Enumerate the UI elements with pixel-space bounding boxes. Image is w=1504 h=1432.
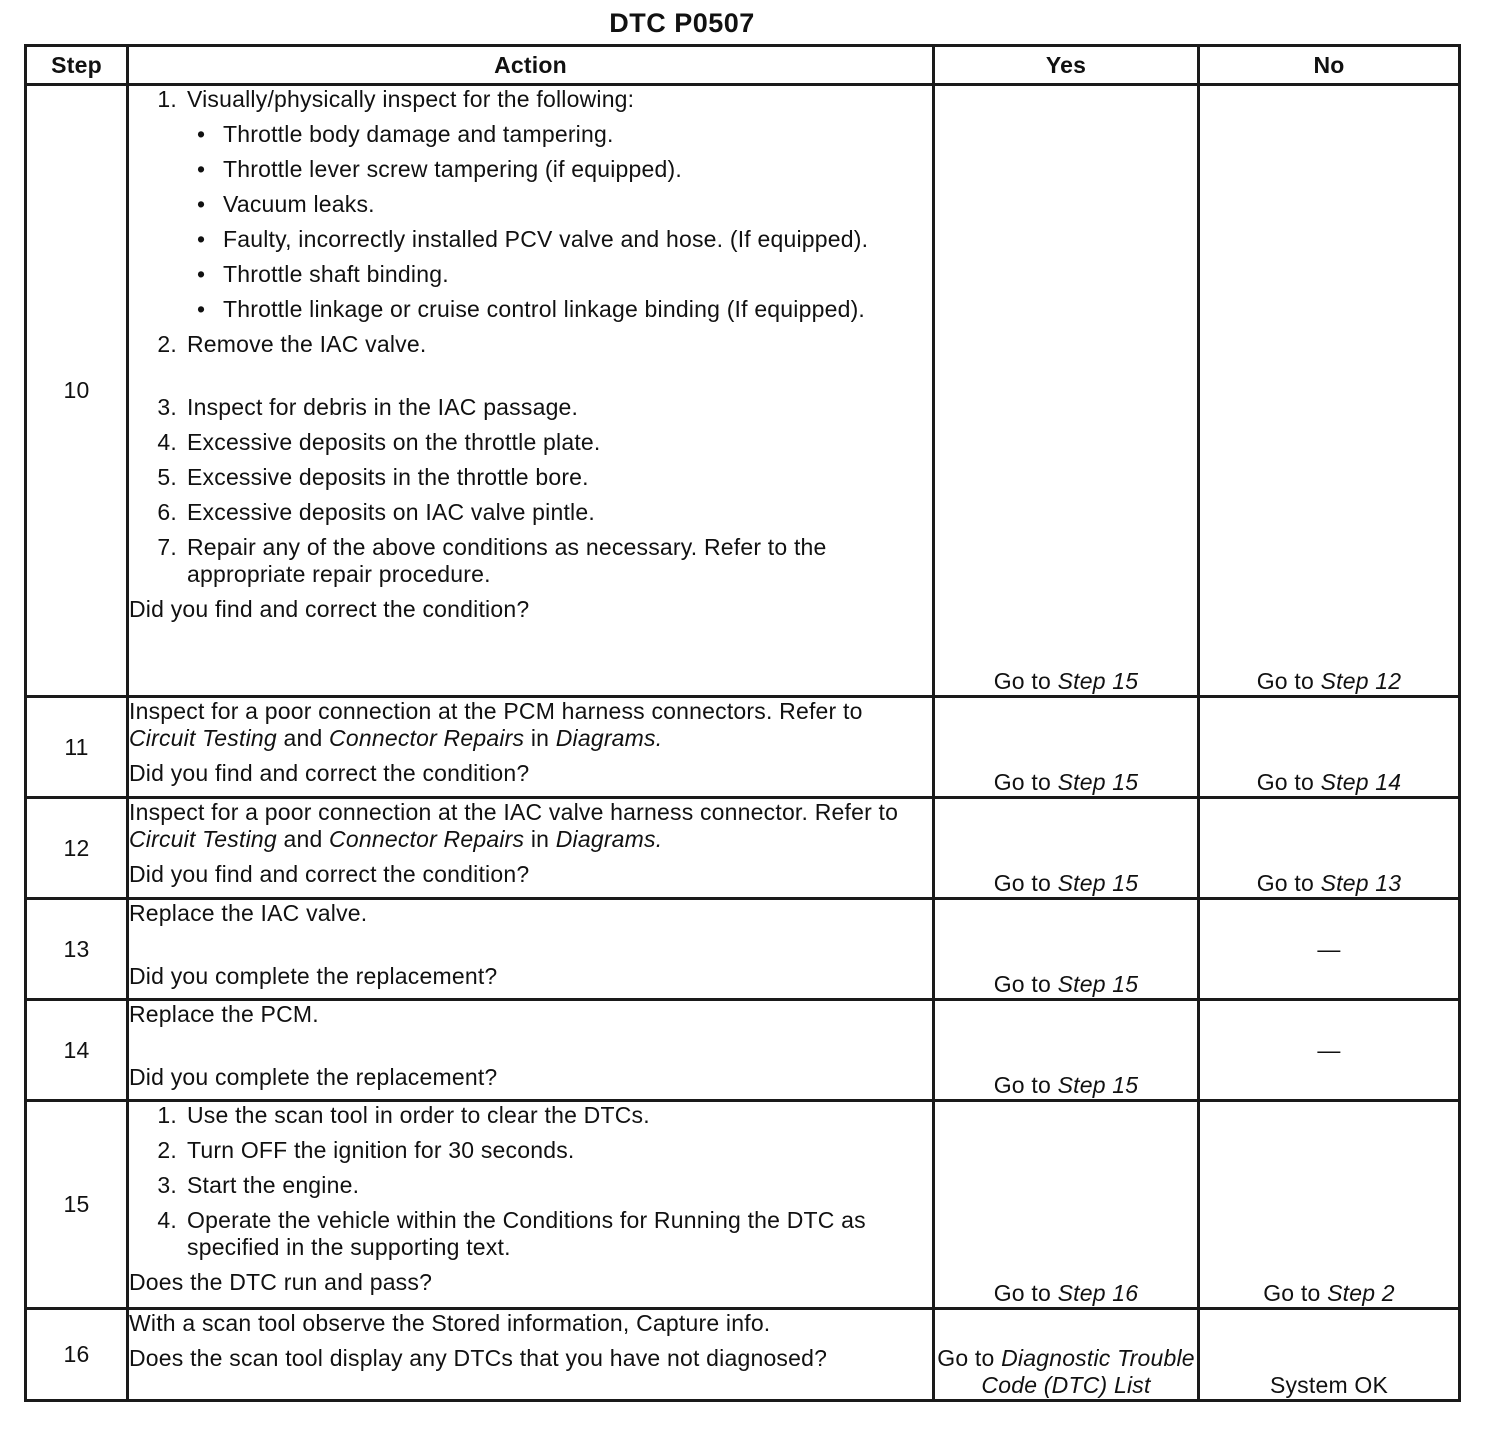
yes-step-link[interactable]: Step 16 [1057,1280,1139,1306]
table-row [26,899,1460,1000]
go-to-label: Go to [1256,870,1314,896]
no-cell [1199,697,1460,798]
yes-cell [934,899,1199,1000]
list-item [129,394,932,421]
action-text [129,799,932,853]
item-text: Repair any of the above conditions as necessary. Refer to the appropriate repair procedure. [187,534,827,587]
reference-link[interactable]: Connector Repairs [329,725,525,751]
reference-link[interactable]: Circuit Testing [129,826,277,852]
header-step: Step [26,46,128,85]
bullet-item: • Faulty, incorrectly installed PCV valve and hose. (If equipped). [187,226,932,253]
bullet-item: • Throttle lever screw tampering (if equipped). [187,156,932,183]
bullet-item: • Throttle body damage and tampering. [187,121,932,148]
table-row [26,1101,1460,1309]
yes-cell [934,1309,1199,1401]
step-number: 16 [26,1309,128,1401]
go-to-label: Go to [993,870,1051,896]
table-row [26,1309,1460,1401]
yes-cell [934,697,1199,798]
go-to-label: Go to [993,1280,1051,1306]
no-step-link[interactable]: Step 14 [1320,769,1402,795]
item-number: 3. [157,394,177,420]
action-cell [128,899,934,1000]
go-to-label: Go to [1256,668,1314,694]
item-text: Remove the IAC valve. [187,331,427,357]
yes-reference-link[interactable]: Diagnostic Trouble Code (DTC) List [981,1345,1195,1398]
no-cell [1199,1000,1460,1101]
question: Did you complete the replacement? [129,1064,498,1090]
step-number: 12 [26,798,128,899]
go-to-label: Go to [937,1345,995,1371]
item-text: Excessive deposits on the throttle plate. [187,429,601,455]
table-row [26,1000,1460,1101]
list-item [129,464,932,491]
yes-cell [934,1101,1199,1309]
bullet-item: • Throttle linkage or cruise control linkage binding (If equipped). [187,296,932,323]
header-yes: Yes [934,46,1199,85]
item-text: Start the engine. [187,1172,360,1198]
item-number: 2. [157,331,177,357]
action-list [129,1102,932,1261]
yes-cell [934,85,1199,697]
question: Did you find and correct the condition? [129,861,530,887]
list-item [129,429,932,456]
item-text: Excessive deposits on IAC valve pintle. [187,499,595,525]
list-item [129,86,932,323]
yes-step-link[interactable]: Step 15 [1057,971,1139,997]
list-item [129,1207,932,1261]
action-cell [128,1101,934,1309]
header-row [26,46,1460,85]
question: Did you find and correct the condition? [129,760,530,786]
yes-cell [934,1000,1199,1101]
action-cell [128,798,934,899]
step-number: 13 [26,899,128,1000]
action-list [129,86,932,588]
header-action: Action [128,46,934,85]
action-text: Replace the PCM. [129,1001,319,1027]
no-cell [1199,798,1460,899]
bullet-item: • Vacuum leaks. [187,191,932,218]
table-row [26,798,1460,899]
action-sentence: Inspect for a poor connection at the IAC valve harness connector. Refer to [129,799,899,825]
question: Does the scan tool display any DTCs that you have not diagnosed? [129,1345,828,1371]
go-to-label: Go to [993,971,1051,997]
yes-step-link[interactable]: Step 15 [1057,1072,1139,1098]
no-cell [1199,1101,1460,1309]
go-to-label: Go to [993,769,1051,795]
list-item [129,331,932,358]
action-text: Replace the IAC valve. [129,900,368,926]
go-to-label: Go to [1263,1280,1321,1306]
item-number: 1. [157,1102,177,1128]
list-item [129,1172,932,1199]
item-text: Turn OFF the ignition for 30 seconds. [187,1137,575,1163]
question: Does the DTC run and pass? [129,1269,433,1295]
reference-link[interactable]: Diagrams. [555,725,663,751]
no-cell [1199,85,1460,697]
diagnostic-table [24,44,1461,1402]
item-text: Inspect for debris in the IAC passage. [187,394,579,420]
item-text: Use the scan tool in order to clear the DTCs. [187,1102,650,1128]
preposition: in [530,725,550,751]
yes-step-link[interactable]: Step 15 [1057,870,1139,896]
conjunction: and [283,826,323,852]
table-row [26,85,1460,697]
reference-link[interactable]: Diagrams. [555,826,663,852]
no-step-link[interactable]: Step 12 [1320,668,1402,694]
go-to-label: Go to [993,668,1051,694]
no-step-link[interactable]: Step 2 [1327,1280,1395,1306]
item-text: Operate the vehicle within the Conditions for Running the DTC as specified in the supporting text. [187,1207,866,1260]
step-number: 10 [26,85,128,697]
no-cell [1199,1309,1460,1401]
table-row [26,697,1460,798]
item-number: 7. [157,534,177,560]
item-number: 3. [157,1172,177,1198]
question: Did you complete the replacement? [129,963,498,989]
question: Did you find and correct the condition? [129,596,530,622]
header-no: No [1199,46,1460,85]
action-sentence: Inspect for a poor connection at the PCM harness connectors. Refer to [129,698,863,724]
yes-step-link[interactable]: Step 15 [1057,769,1139,795]
action-cell [128,1309,934,1401]
no-step-link[interactable]: Step 13 [1320,870,1402,896]
item-number: 1. [157,86,177,112]
action-cell [128,85,934,697]
step-number: 15 [26,1101,128,1309]
item-number: 4. [157,429,177,455]
bullet-list [187,121,932,323]
list-item [129,534,932,588]
list-item [129,1137,932,1164]
action-cell [128,697,934,798]
go-to-label: Go to [1256,769,1314,795]
yes-step-link[interactable]: Step 15 [1057,668,1139,694]
no-cell [1199,899,1460,1000]
action-cell [128,1000,934,1101]
item-number: 4. [157,1207,177,1233]
conjunction: and [283,725,323,751]
system-ok-result: System OK [1269,1372,1389,1398]
reference-link[interactable]: Connector Repairs [329,826,525,852]
document-title: DTC P0507 [609,8,755,38]
yes-cell [934,798,1199,899]
item-text: Excessive deposits in the throttle bore. [187,464,589,490]
step-number: 11 [26,697,128,798]
reference-link[interactable]: Circuit Testing [129,725,277,751]
item-text: Visually/physically inspect for the following: [187,86,635,112]
list-item [129,1102,932,1129]
not-applicable-dash: — [1317,1036,1341,1063]
step-number: 14 [26,1000,128,1101]
item-number: 6. [157,499,177,525]
action-text [129,698,932,752]
action-text: With a scan tool observe the Stored information, Capture info. [129,1310,771,1336]
list-item [129,499,932,526]
go-to-label: Go to [993,1072,1051,1098]
not-applicable-dash: — [1317,935,1341,962]
bullet-item: • Throttle shaft binding. [187,261,932,288]
item-number: 2. [157,1137,177,1163]
item-number: 5. [157,464,177,490]
preposition: in [530,826,550,852]
